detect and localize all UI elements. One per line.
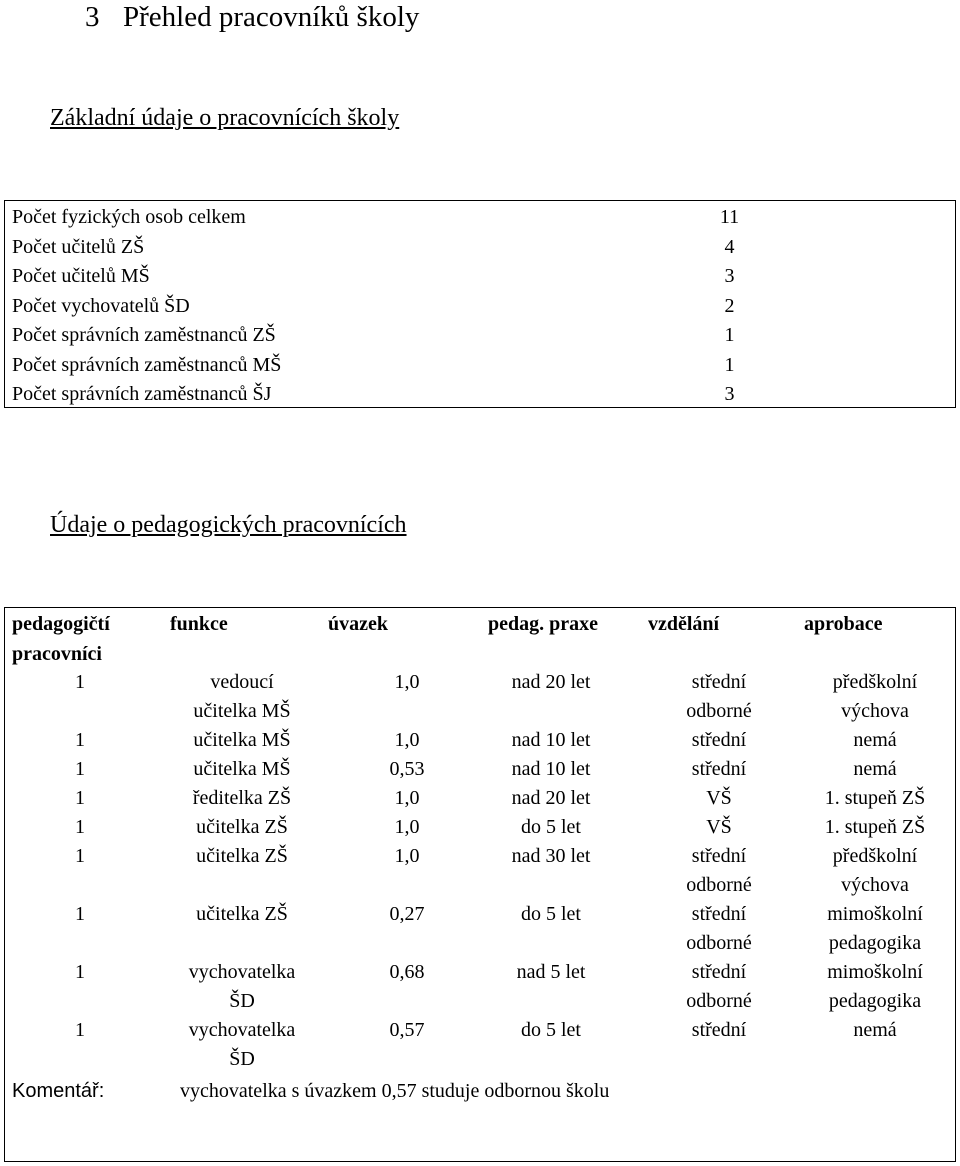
cell-funkce-line: vedoucí xyxy=(210,671,274,693)
cell-praxe: nad 10 let xyxy=(511,729,591,751)
section1-title: Základní údaje o pracovnících školy xyxy=(50,105,400,131)
cell-praxe: do 5 let xyxy=(521,903,581,925)
cell-funkce-line: učitelka MŠ xyxy=(193,758,291,780)
cell-funkce xyxy=(168,726,316,755)
cell-vzdelani-line: odborné xyxy=(686,700,752,722)
cell-aprobace-line: předškolní xyxy=(832,671,918,693)
cell-vzdelani xyxy=(650,755,788,784)
cell-aprobace-line: 1. stupeň ZŠ xyxy=(824,787,926,809)
cell-funkce xyxy=(168,755,316,784)
cell-praxe: nad 20 let xyxy=(511,787,591,809)
row-label: Počet vychovatelů ŠD xyxy=(12,294,190,317)
cell-funkce-line: ŠD xyxy=(229,1048,255,1070)
cell-praxe: nad 30 let xyxy=(511,845,591,867)
cell-count: 1 xyxy=(75,961,85,983)
table-row xyxy=(12,350,952,380)
cell-funkce-line: učitelka MŠ xyxy=(193,729,291,751)
cell-funkce xyxy=(168,900,316,929)
row-value: 3 xyxy=(724,383,735,405)
cell-count: 1 xyxy=(75,758,85,780)
cell-aprobace-line: pedagogika xyxy=(828,932,922,954)
row-value: 11 xyxy=(719,206,740,228)
cell-uvazek: 0,27 xyxy=(389,903,425,925)
row-label: Počet učitelů ZŠ xyxy=(12,235,145,258)
cell-count: 1 xyxy=(75,671,85,693)
cell-uvazek: 1,0 xyxy=(394,671,420,693)
cell-uvazek: 0,53 xyxy=(389,758,425,780)
row-label: Počet správních zaměstnanců MŠ xyxy=(12,353,282,376)
section-title: Přehled pracovníků školy xyxy=(123,1,420,33)
comment-label: Komentář: xyxy=(12,1080,105,1102)
cell-vzdelani-line: střední xyxy=(691,758,747,780)
cell-praxe: do 5 let xyxy=(521,816,581,838)
cell-aprobace-line: nemá xyxy=(853,729,897,751)
table-row xyxy=(12,202,952,232)
cell-funkce-line: vychovatelka xyxy=(188,961,296,983)
cell-funkce-line: vychovatelka xyxy=(188,1019,296,1041)
table-row xyxy=(12,232,952,262)
cell-funkce xyxy=(168,813,316,842)
cell-vzdelani-line: odborné xyxy=(686,932,752,954)
row-value: 1 xyxy=(724,324,735,346)
cell-aprobace xyxy=(800,1016,950,1045)
comment-text: vychovatelka s úvazkem 0,57 studuje odbornou školu xyxy=(180,1080,610,1102)
cell-funkce-line: ředitelka ZŠ xyxy=(192,787,292,809)
cell-aprobace xyxy=(800,755,950,784)
cell-funkce xyxy=(168,958,316,1016)
cell-count: 1 xyxy=(75,845,85,867)
cell-vzdelani xyxy=(650,813,788,842)
cell-count: 1 xyxy=(75,787,85,809)
page-title xyxy=(85,0,419,34)
cell-vzdelani-line: střední xyxy=(691,903,747,925)
cell-vzdelani-line: střední xyxy=(691,1019,747,1041)
row-label: Počet správních zaměstnanců ZŠ xyxy=(12,324,276,346)
row-value: 3 xyxy=(724,265,735,287)
row-label: Počet fyzických osob celkem xyxy=(12,206,246,228)
cell-funkce-line: ŠD xyxy=(229,990,255,1012)
cell-vzdelani xyxy=(650,958,788,1016)
cell-funkce-line: učitelka ZŠ xyxy=(196,816,288,838)
section2-title: Údaje o pedagogických pracovnících xyxy=(50,512,407,538)
cell-aprobace-line: výchova xyxy=(841,700,909,722)
row-label: Počet učitelů MŠ xyxy=(12,265,150,287)
cell-aprobace xyxy=(800,842,950,900)
cell-vzdelani xyxy=(650,900,788,958)
header-vzdelani: vzdělání xyxy=(648,613,720,635)
cell-uvazek: 1,0 xyxy=(394,729,420,751)
cell-vzdelani xyxy=(650,1016,788,1045)
cell-vzdelani xyxy=(650,668,788,726)
cell-funkce xyxy=(168,668,316,726)
cell-vzdelani-line: odborné xyxy=(686,874,752,896)
cell-uvazek: 0,68 xyxy=(389,961,425,983)
cell-aprobace xyxy=(800,958,950,1016)
row-value: 1 xyxy=(724,353,735,376)
row-value: 4 xyxy=(724,235,735,258)
cell-funkce xyxy=(168,1016,316,1074)
cell-vzdelani xyxy=(650,784,788,813)
cell-funkce xyxy=(168,784,316,813)
header-count-line1: pedagogičtí xyxy=(12,613,110,635)
cell-count: 1 xyxy=(75,816,85,838)
cell-vzdelani-line: VŠ xyxy=(706,816,732,838)
cell-aprobace-line: výchova xyxy=(841,874,909,896)
cell-uvazek: 0,57 xyxy=(389,1019,425,1041)
cell-aprobace-line: 1. stupeň ZŠ xyxy=(824,816,926,838)
cell-funkce-line: učitelka ZŠ xyxy=(196,903,288,925)
header-praxe: pedag. praxe xyxy=(488,613,598,635)
cell-praxe: nad 10 let xyxy=(511,758,591,780)
cell-uvazek: 1,0 xyxy=(394,787,420,809)
table-row xyxy=(12,261,952,291)
header-count-line2: pracovníci xyxy=(12,643,102,665)
table-row xyxy=(12,379,952,409)
cell-vzdelani-line: střední xyxy=(691,729,747,751)
cell-aprobace xyxy=(800,668,950,726)
cell-aprobace-line: mimoškolní xyxy=(827,961,923,983)
cell-aprobace xyxy=(800,726,950,755)
cell-funkce-line: učitelka ZŠ xyxy=(196,845,288,867)
cell-aprobace-line: předškolní xyxy=(832,845,918,867)
cell-count: 1 xyxy=(75,903,85,925)
cell-aprobace xyxy=(800,784,950,813)
cell-aprobace xyxy=(800,813,950,842)
cell-aprobace-line: mimoškolní xyxy=(827,903,923,925)
cell-funkce xyxy=(168,842,316,871)
cell-vzdelani xyxy=(650,726,788,755)
cell-aprobace-line: nemá xyxy=(853,758,897,780)
header-aprobace: aprobace xyxy=(804,613,883,635)
table-row xyxy=(12,291,952,321)
section-number: 3 xyxy=(85,1,100,33)
cell-praxe: nad 5 let xyxy=(516,961,586,983)
cell-vzdelani-line: VŠ xyxy=(706,787,732,809)
cell-count: 1 xyxy=(75,1019,85,1041)
header-funkce: funkce xyxy=(170,613,228,635)
cell-vzdelani xyxy=(650,842,788,900)
cell-vzdelani-line: střední xyxy=(691,845,747,867)
row-label: Počet správních zaměstnanců ŠJ xyxy=(12,383,272,405)
cell-uvazek: 1,0 xyxy=(394,816,420,838)
cell-vzdelani-line: odborné xyxy=(686,990,752,1012)
cell-count: 1 xyxy=(75,729,85,751)
cell-uvazek: 1,0 xyxy=(394,845,420,867)
cell-aprobace-line: nemá xyxy=(853,1019,897,1041)
cell-aprobace xyxy=(800,900,950,958)
cell-praxe: nad 20 let xyxy=(511,671,591,693)
cell-aprobace-line: pedagogika xyxy=(828,990,922,1012)
row-value: 2 xyxy=(724,294,735,317)
cell-praxe: do 5 let xyxy=(521,1019,581,1041)
cell-vzdelani-line: střední xyxy=(691,961,747,983)
cell-vzdelani-line: střední xyxy=(691,671,747,693)
header-count xyxy=(12,609,110,669)
cell-funkce-line: učitelka MŠ xyxy=(193,700,291,722)
header-uvazek: úvazek xyxy=(328,613,388,635)
table-row xyxy=(12,320,952,350)
